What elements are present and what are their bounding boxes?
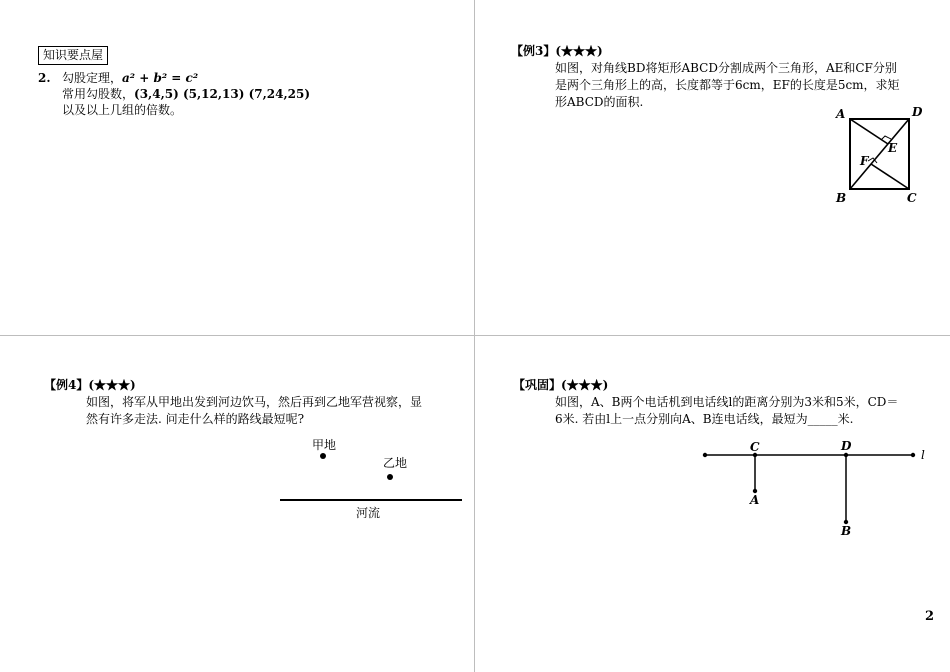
label-jia-di: 甲地 bbox=[312, 438, 337, 452]
point-yi-di bbox=[387, 474, 393, 480]
river-diagram bbox=[0, 336, 475, 672]
item-line-2 bbox=[62, 87, 310, 102]
label-e: E bbox=[888, 141, 898, 155]
item-line-3: 以及以上几组的倍数。 bbox=[62, 103, 183, 117]
item-number: 2. bbox=[38, 71, 51, 85]
label-l: l bbox=[921, 448, 925, 462]
example3-line-2: 是两个三角形上的高，长度都等于6cm，EF的长度是5cm，求矩 bbox=[555, 78, 900, 92]
label-d: D bbox=[841, 439, 852, 453]
line-endpoint-right bbox=[911, 453, 915, 457]
label-river: 河流 bbox=[356, 506, 381, 520]
example3-line-1: 如图，对角线BD将矩形ABCD分割成两个三角形，AE和CF分别 bbox=[555, 61, 897, 75]
example4-line-1: 如图，将军从甲地出发到河边饮马，然后再到乙地军营视察，显 bbox=[86, 395, 423, 409]
example4-heading: 【例4】(★★★) bbox=[44, 378, 136, 392]
height-cf bbox=[871, 164, 909, 189]
item-line-1 bbox=[62, 71, 198, 86]
label-b: B bbox=[836, 191, 847, 205]
label-yi-di: 乙地 bbox=[383, 456, 408, 470]
item-title: 勾股定理， bbox=[62, 71, 123, 85]
line-endpoint-left bbox=[703, 453, 707, 457]
label-d: D bbox=[912, 105, 923, 119]
height-ae bbox=[850, 119, 888, 144]
label-c: C bbox=[907, 191, 917, 205]
label-a: A bbox=[750, 493, 760, 507]
label-b: B bbox=[841, 524, 852, 538]
knowledge-box-title: 知识要点屋 bbox=[38, 46, 108, 65]
example3-heading: 【例3】(★★★) bbox=[511, 44, 603, 58]
consolidate-heading: 【巩固】(★★★) bbox=[513, 378, 609, 392]
example3-line-3: 形ABCD的面积. bbox=[555, 95, 644, 109]
point-jia-di bbox=[320, 453, 326, 459]
label-c: C bbox=[750, 440, 760, 454]
consolidate-panel bbox=[475, 336, 950, 672]
example3-panel bbox=[475, 0, 950, 336]
example4-panel bbox=[0, 336, 475, 672]
point-d bbox=[844, 453, 848, 457]
pythagorean-triples: (3,4,5) (5,12,13) (7,24,25) bbox=[134, 87, 311, 101]
diagonal-bd bbox=[850, 119, 909, 189]
pythagorean-formula: a² + b² = c² bbox=[122, 71, 199, 85]
phone-line-diagram bbox=[475, 336, 950, 672]
item-line-2-prefix: 常用勾股数， bbox=[62, 87, 135, 101]
page-number: 2 bbox=[924, 609, 934, 624]
rectangle-diagram bbox=[475, 0, 950, 336]
right-angle-e bbox=[881, 136, 891, 140]
consolidate-line-2: 6米. 若由l上一点分别向A、B连电话线，最短为_____米. bbox=[555, 412, 854, 426]
example4-line-2: 然有许多走法. 问走什么样的路线最短呢? bbox=[86, 412, 305, 426]
knowledge-panel bbox=[0, 0, 475, 336]
consolidate-line-1: 如图，A、B两个电话机到电话线l的距离分别为3米和5米，CD＝ bbox=[555, 395, 899, 409]
label-f: F bbox=[860, 154, 869, 168]
label-a: A bbox=[836, 107, 846, 121]
